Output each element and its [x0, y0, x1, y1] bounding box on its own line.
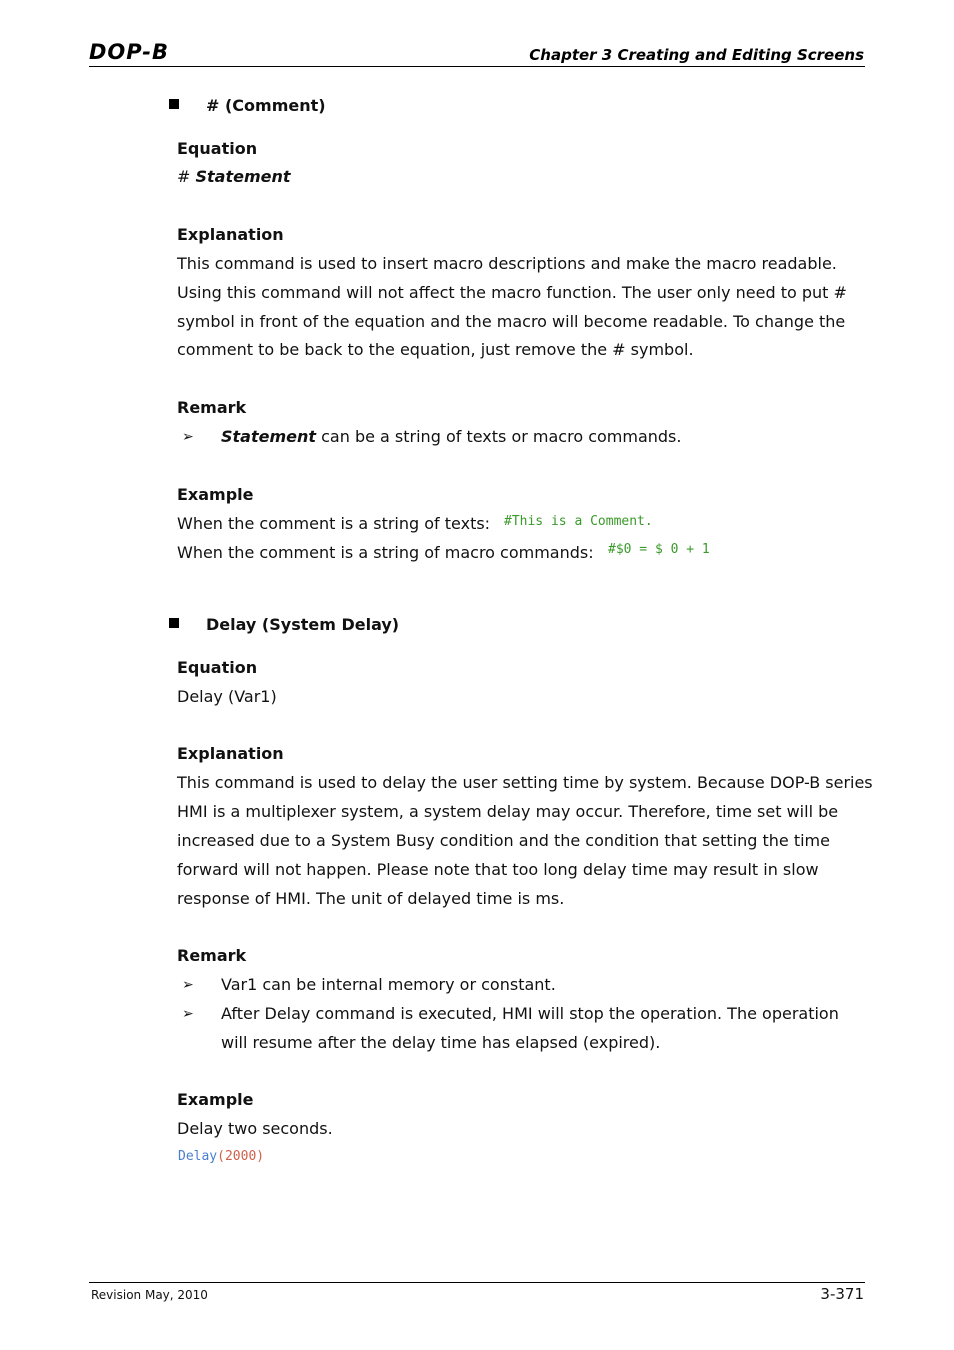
revision-text: Revision May, 2010 [91, 1288, 208, 1302]
arrow-bullet-icon: ➢ [182, 977, 194, 993]
equation-label: Equation [177, 658, 258, 677]
chapter-title: Chapter 3 Creating and Editing Screens [529, 46, 864, 64]
arrow-bullet-icon: ➢ [182, 1006, 194, 1022]
explanation-line: This command is used to delay the user setting time by system. Because DOP-B series [177, 773, 873, 792]
explanation-line: increased due to a System Busy condition and the condition that setting the time [177, 831, 830, 850]
equation: Delay (Var1) [177, 687, 277, 706]
header-rule [89, 66, 865, 67]
remark-label: Remark [177, 946, 247, 965]
equation: # Statement [177, 167, 291, 186]
example-line: When the comment is a string of texts: [177, 514, 491, 533]
footer-rule [89, 1282, 865, 1283]
logo: DOP-B [89, 40, 170, 64]
example-label: Example [177, 1090, 254, 1109]
remark-item: Var1 can be internal memory or constant. [221, 975, 556, 994]
remark-label: Remark [177, 398, 247, 417]
section-title: Delay (System Delay) [206, 615, 400, 634]
explanation-line: comment to be back to the equation, just remove the # symbol. [177, 340, 694, 359]
equation-label: Equation [177, 139, 258, 158]
example-code: Delay(2000) [178, 1149, 265, 1164]
explanation-line: response of HMI. The unit of delayed time is ms. [177, 889, 565, 908]
explanation-line: HMI is a multiplexer system, a system delay may occur. Therefore, time set will be [177, 802, 839, 821]
example-line: When the comment is a string of macro commands: [177, 543, 594, 562]
example-text: Delay two seconds. [177, 1119, 333, 1138]
section-title: # (Comment) [206, 96, 326, 115]
explanation-line: symbol in front of the equation and the macro will become readable. To change the [177, 312, 846, 331]
remark-item: After Delay command is executed, HMI will stop the operation. The operation [221, 1004, 839, 1023]
example-code: #$0 = $ 0 + 1 [608, 542, 710, 557]
example-code: #This is a Comment. [504, 514, 653, 529]
section-bullet-icon [169, 618, 179, 628]
page-number: 3-371 [820, 1285, 864, 1303]
explanation-line: Using this command will not affect the macro function. The user only need to put # [177, 283, 847, 302]
remark-item-continued: will resume after the delay time has elapsed (expired). [221, 1033, 661, 1052]
arrow-bullet-icon: ➢ [182, 429, 194, 445]
explanation-line: This command is used to insert macro descriptions and make the macro readable. [177, 254, 837, 273]
explanation-line: forward will not happen. Please note that too long delay time may result in slow [177, 860, 819, 879]
remark-item: Statement can be a string of texts or macro commands. [221, 427, 682, 446]
explanation-label: Explanation [177, 225, 284, 244]
section-bullet-icon [169, 99, 179, 109]
explanation-label: Explanation [177, 744, 284, 763]
example-label: Example [177, 485, 254, 504]
